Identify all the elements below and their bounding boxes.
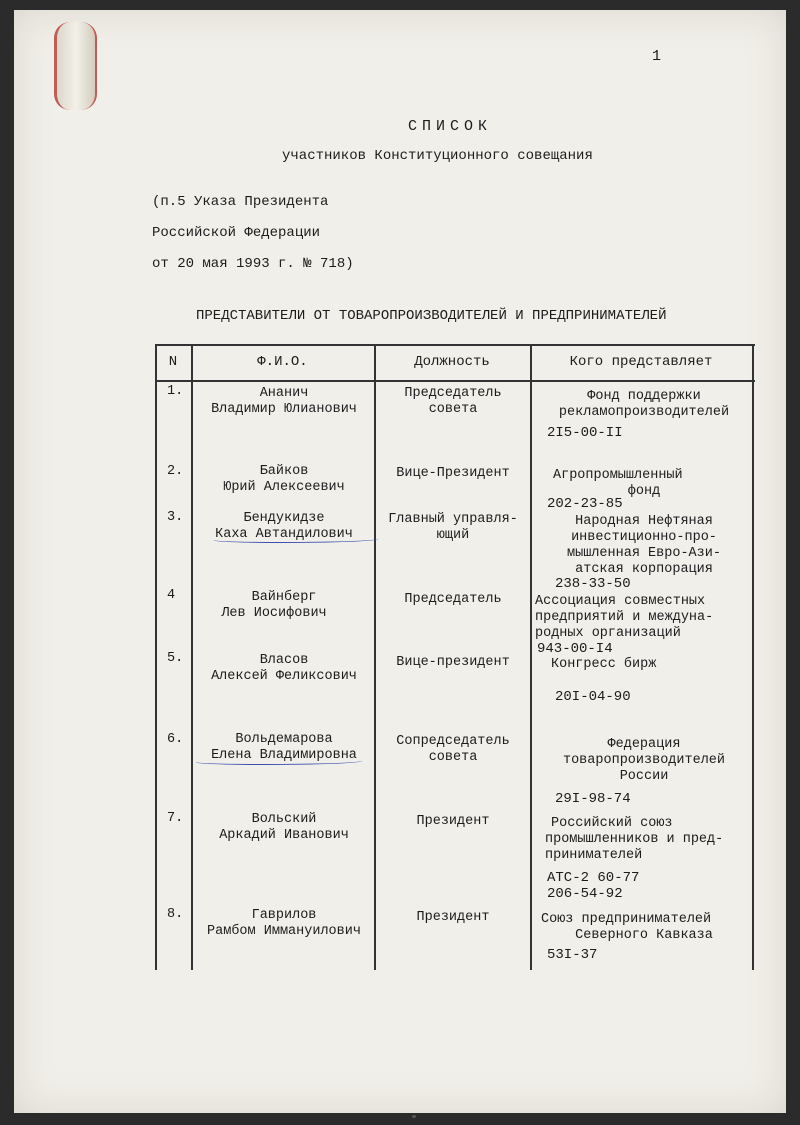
row-surname: Гаврилов [251, 908, 317, 923]
row-number: 2. [167, 464, 184, 479]
row-organization: товаропроизводителей [562, 753, 726, 768]
row-organization: родных организаций [535, 626, 681, 641]
row-surname: Вольский [251, 812, 317, 827]
row-number: 5. [167, 651, 184, 666]
decree-line-1: (п.5 Указа Президента [152, 194, 329, 210]
row-surname: Вайнберг [251, 590, 317, 605]
row-organization: предприятий и междуна- [535, 610, 714, 625]
row-position: Вице-президент [396, 655, 510, 670]
decree-line-2: Российской Федерации [152, 225, 321, 241]
row-phone: 2I5-00-II [547, 425, 623, 441]
row-organization: фонд [627, 484, 661, 499]
row-given-name: Рамбом Иммануилович [207, 924, 361, 939]
row-given-name: Владимир Юлианович [211, 402, 357, 417]
row-given-name: Аркадий Иванович [219, 828, 349, 843]
document-title: СПИСОК [408, 118, 493, 135]
header-number: N [168, 354, 178, 370]
row-surname: Власов [259, 653, 309, 668]
row-organization: атская корпорация [575, 562, 713, 577]
row-surname: Бендукидзе [243, 511, 325, 526]
row-phone: 943-00-I4 [537, 641, 613, 657]
row-organization: Народная Нефтяная [575, 514, 713, 529]
row-organization: Ассоциация совместных [535, 594, 706, 609]
row-given-name: Юрий Алексеевич [223, 480, 345, 495]
row-organization: Конгресс бирж [551, 657, 657, 672]
row-surname: Байков [259, 464, 309, 479]
row-given-name: Елена Владимировна [211, 748, 357, 763]
row-given-name: Каха Автандилович [215, 527, 353, 542]
document-page [14, 10, 786, 1113]
row-surname: Ананич [259, 386, 309, 401]
row-organization: принимателей [545, 848, 643, 863]
row-position: Председатель [404, 386, 502, 401]
row-phone: 238-33-50 [555, 576, 631, 592]
row-position: Главный управля- [388, 512, 518, 527]
row-position: совета [428, 402, 478, 417]
row-position: Вице-Президент [396, 466, 510, 481]
decree-line-3: от 20 мая 1993 г. № 718) [152, 256, 354, 272]
row-phone: 53I-37 [547, 947, 598, 963]
row-given-name: Алексей Феликсович [211, 669, 357, 684]
header-position: Должность [414, 354, 490, 370]
row-number: 3. [167, 510, 184, 525]
row-organization: Северного Кавказа [575, 928, 713, 943]
row-phone: АТС-2 60-77 [547, 870, 640, 886]
row-position: Председатель [404, 592, 502, 607]
table-col-line [155, 344, 157, 970]
section-heading: ПРЕДСТАВИТЕЛИ ОТ ТОВАРОПРОИЗВОДИТЕЛЕЙ И ПРЕДПРИНИМАТЕЛЕЙ [196, 308, 667, 324]
row-number: 6. [167, 732, 184, 747]
row-phone-2: 206-54-92 [547, 886, 623, 902]
staple-mark [54, 22, 97, 110]
handwritten-underline [195, 758, 363, 765]
row-phone: 29I-98-74 [555, 791, 631, 807]
header-organization: Кого представляет [569, 354, 713, 370]
row-organization: промышленников и пред- [545, 832, 724, 847]
table-top-border [155, 344, 755, 346]
row-number: 8. [167, 907, 184, 922]
row-organization: Союз предпринимателей [541, 912, 712, 927]
document-subtitle: участников Конституционного совещания [282, 148, 593, 164]
row-surname: Вольдемарова [235, 732, 333, 747]
table-header-border [155, 380, 755, 382]
row-organization: мышленная Евро-Ази- [567, 546, 721, 561]
participants-table [155, 344, 755, 970]
row-given-name: Лев Иосифович [221, 606, 327, 621]
row-position: ющий [436, 528, 470, 543]
paper-speck [412, 1115, 416, 1118]
row-number: 4 [167, 588, 176, 603]
page-number: 1 [652, 48, 662, 65]
row-phone: 20I-04-90 [555, 689, 631, 705]
row-organization: Российский союз [551, 816, 673, 831]
row-organization: Федерация [607, 737, 681, 752]
row-organization: Агропромышленный [553, 468, 683, 483]
row-organization: России [619, 769, 669, 784]
row-position: совета [428, 750, 478, 765]
row-organization: Фонд поддержки [587, 389, 701, 404]
row-organization: рекламопроизводителей [558, 405, 730, 420]
row-organization: инвестиционно-про- [571, 530, 717, 545]
header-name: Ф.И.О. [257, 354, 308, 370]
row-position: Президент [416, 814, 490, 829]
row-phone: 202-23-85 [547, 496, 623, 512]
row-number: 7. [167, 811, 184, 826]
row-position: Президент [416, 910, 490, 925]
row-number: 1. [167, 384, 184, 399]
row-position: Сопредседатель [396, 734, 510, 749]
